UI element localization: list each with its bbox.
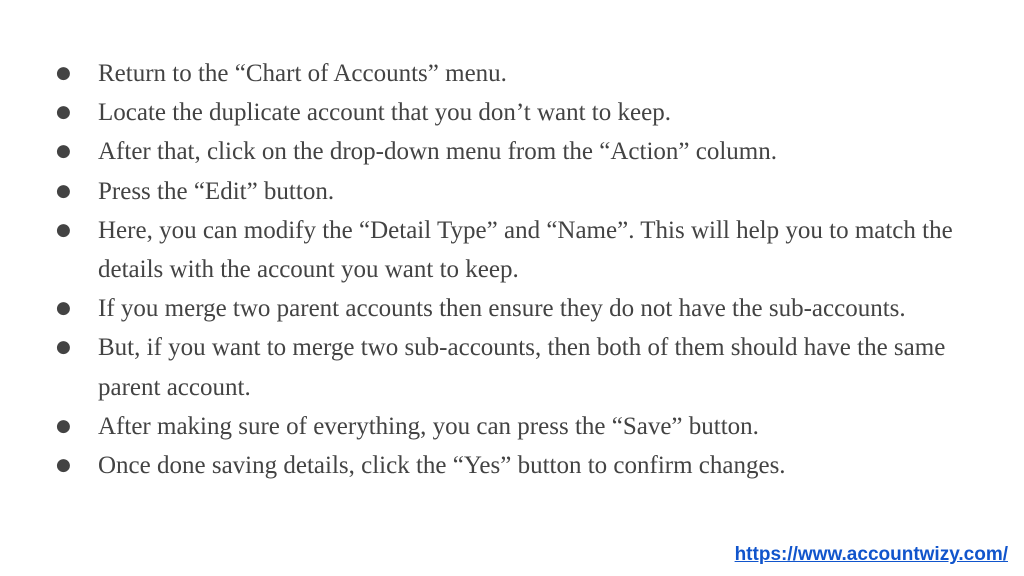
- step-item-7: [52, 328, 972, 406]
- bullet-icon: ●: [56, 141, 71, 162]
- step-text: But, if you want to merge two sub-accounts, then both of them should have the same parent account.: [98, 334, 946, 401]
- bullet-icon: ●: [56, 219, 71, 240]
- step-item-6: [52, 289, 972, 328]
- website-link[interactable]: https://www.accountwizy.com/: [734, 544, 1008, 565]
- step-item-8: [52, 407, 972, 446]
- bullet-icon: ●: [56, 180, 71, 201]
- step-item-3: [52, 132, 972, 171]
- steps-list: [52, 54, 972, 485]
- bullet-icon: ●: [56, 102, 71, 123]
- step-text: Locate the duplicate account that you don’t want to keep.: [98, 99, 671, 127]
- step-item-9: [52, 446, 972, 485]
- step-text: Press the “Edit” button.: [98, 177, 335, 205]
- step-text: After making sure of everything, you can press the “Save” button.: [98, 412, 759, 440]
- bullet-icon: ●: [56, 337, 71, 358]
- step-text: Once done saving details, click the “Yes” button to confirm changes.: [98, 452, 786, 480]
- step-item-4: [52, 172, 972, 211]
- bullet-icon: ●: [56, 298, 71, 319]
- bullet-icon: ●: [56, 415, 71, 436]
- step-text: Here, you can modify the “Detail Type” and “Name”. This will help you to match the details with the account you want to keep.: [98, 216, 953, 284]
- step-text: Return to the “Chart of Accounts” menu.: [98, 60, 507, 87]
- bullet-icon: ●: [56, 63, 71, 83]
- step-text: If you merge two parent accounts then ensure they do not have the sub-accounts.: [98, 295, 906, 323]
- step-item-5: [52, 211, 972, 289]
- bullet-icon: ●: [56, 455, 71, 476]
- step-text: After that, click on the drop-down menu from the “Action” column.: [98, 138, 777, 166]
- step-item-2: [52, 93, 972, 132]
- step-item-1: [52, 54, 972, 93]
